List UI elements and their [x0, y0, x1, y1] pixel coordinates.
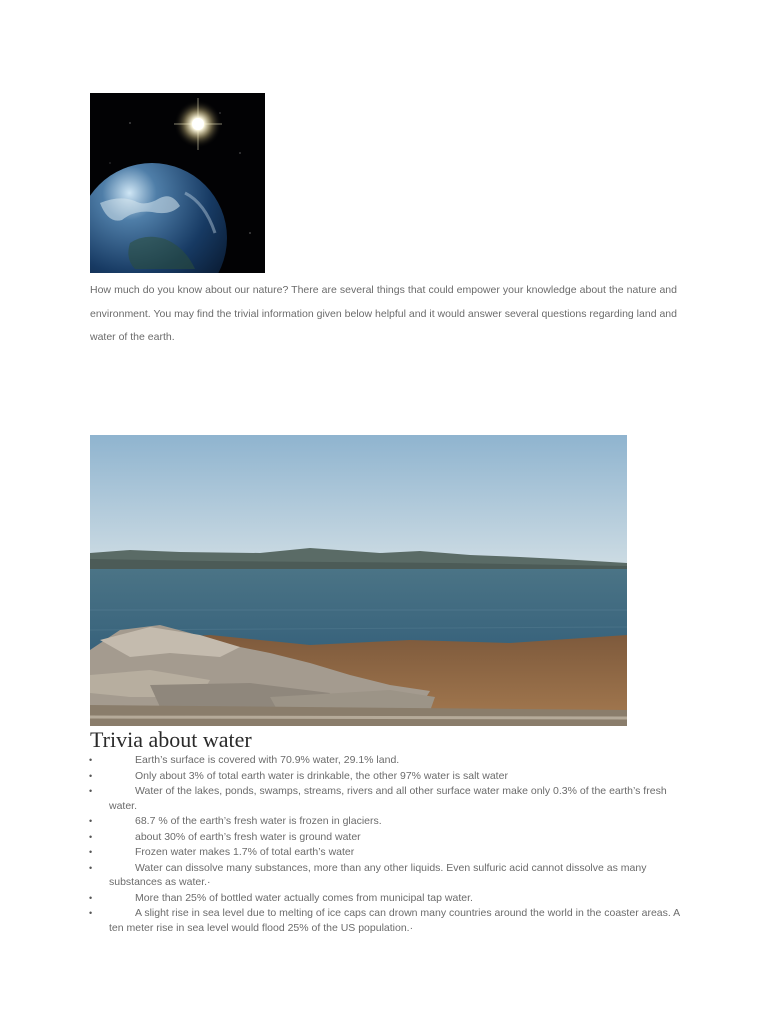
trivia-list [90, 753, 690, 936]
bullet-icon: • [89, 847, 93, 857]
trivia-item-text: A slight rise in sea level due to melting of ice caps can drown many countries around the world in the coaster areas. A ten meter rise in sea level would flood 25% of the US population.· [109, 907, 680, 934]
trivia-item-text: 68.7 % of the earth’s fresh water is frozen in glaciers. [135, 815, 382, 827]
list-item [90, 814, 690, 829]
bullet-icon: • [89, 892, 93, 903]
bullet-icon: • [89, 755, 93, 765]
trivia-item-text: about 30% of earth’s fresh water is ground water [135, 830, 361, 843]
earth-sun-image [90, 93, 265, 273]
bullet-icon: • [89, 770, 93, 781]
coastline-image [90, 435, 627, 726]
earth-sun-illustration [90, 93, 265, 273]
list-item [90, 753, 690, 768]
trivia-item-text: Water of the lakes, ponds, swamps, streams, rivers and all other surface water make only 0.3% of the earth’s fresh water. [109, 785, 667, 812]
bullet-icon: • [89, 786, 93, 796]
list-item [90, 769, 690, 784]
bullet-icon: • [89, 862, 93, 873]
bullet-icon: • [89, 908, 93, 918]
trivia-item-text: Frozen water makes 1.7% of total earth’s water [135, 846, 355, 858]
list-item [90, 891, 690, 906]
trivia-item-text: More than 25% of bottled water actually comes from municipal tap water. [135, 891, 473, 904]
list-item [90, 861, 690, 890]
trivia-item-text: Water can dissolve many substances, more than any other liquids. Even sulfuric acid cannot dissolve as many substances as water.· [109, 861, 647, 888]
coastline-photo [90, 435, 627, 726]
bullet-icon: • [89, 831, 93, 842]
trivia-heading: Trivia about water [90, 727, 252, 752]
trivia-item-text: Earth’s surface is covered with 70.9% water, 29.1% land. [135, 754, 400, 766]
list-item [90, 906, 690, 935]
trivia-item-text: Only about 3% of total earth water is drinkable, the other 97% water is salt water [135, 769, 508, 782]
list-item [90, 830, 690, 845]
intro-paragraph: How much do you know about our nature? There are several things that could empower your knowledge about the nature and environment. You may find the trivial information given below helpful and it would answer several questions regarding land and water of the earth. [90, 284, 677, 343]
list-item [90, 784, 690, 813]
list-item [90, 845, 690, 860]
bullet-icon: • [89, 816, 93, 826]
